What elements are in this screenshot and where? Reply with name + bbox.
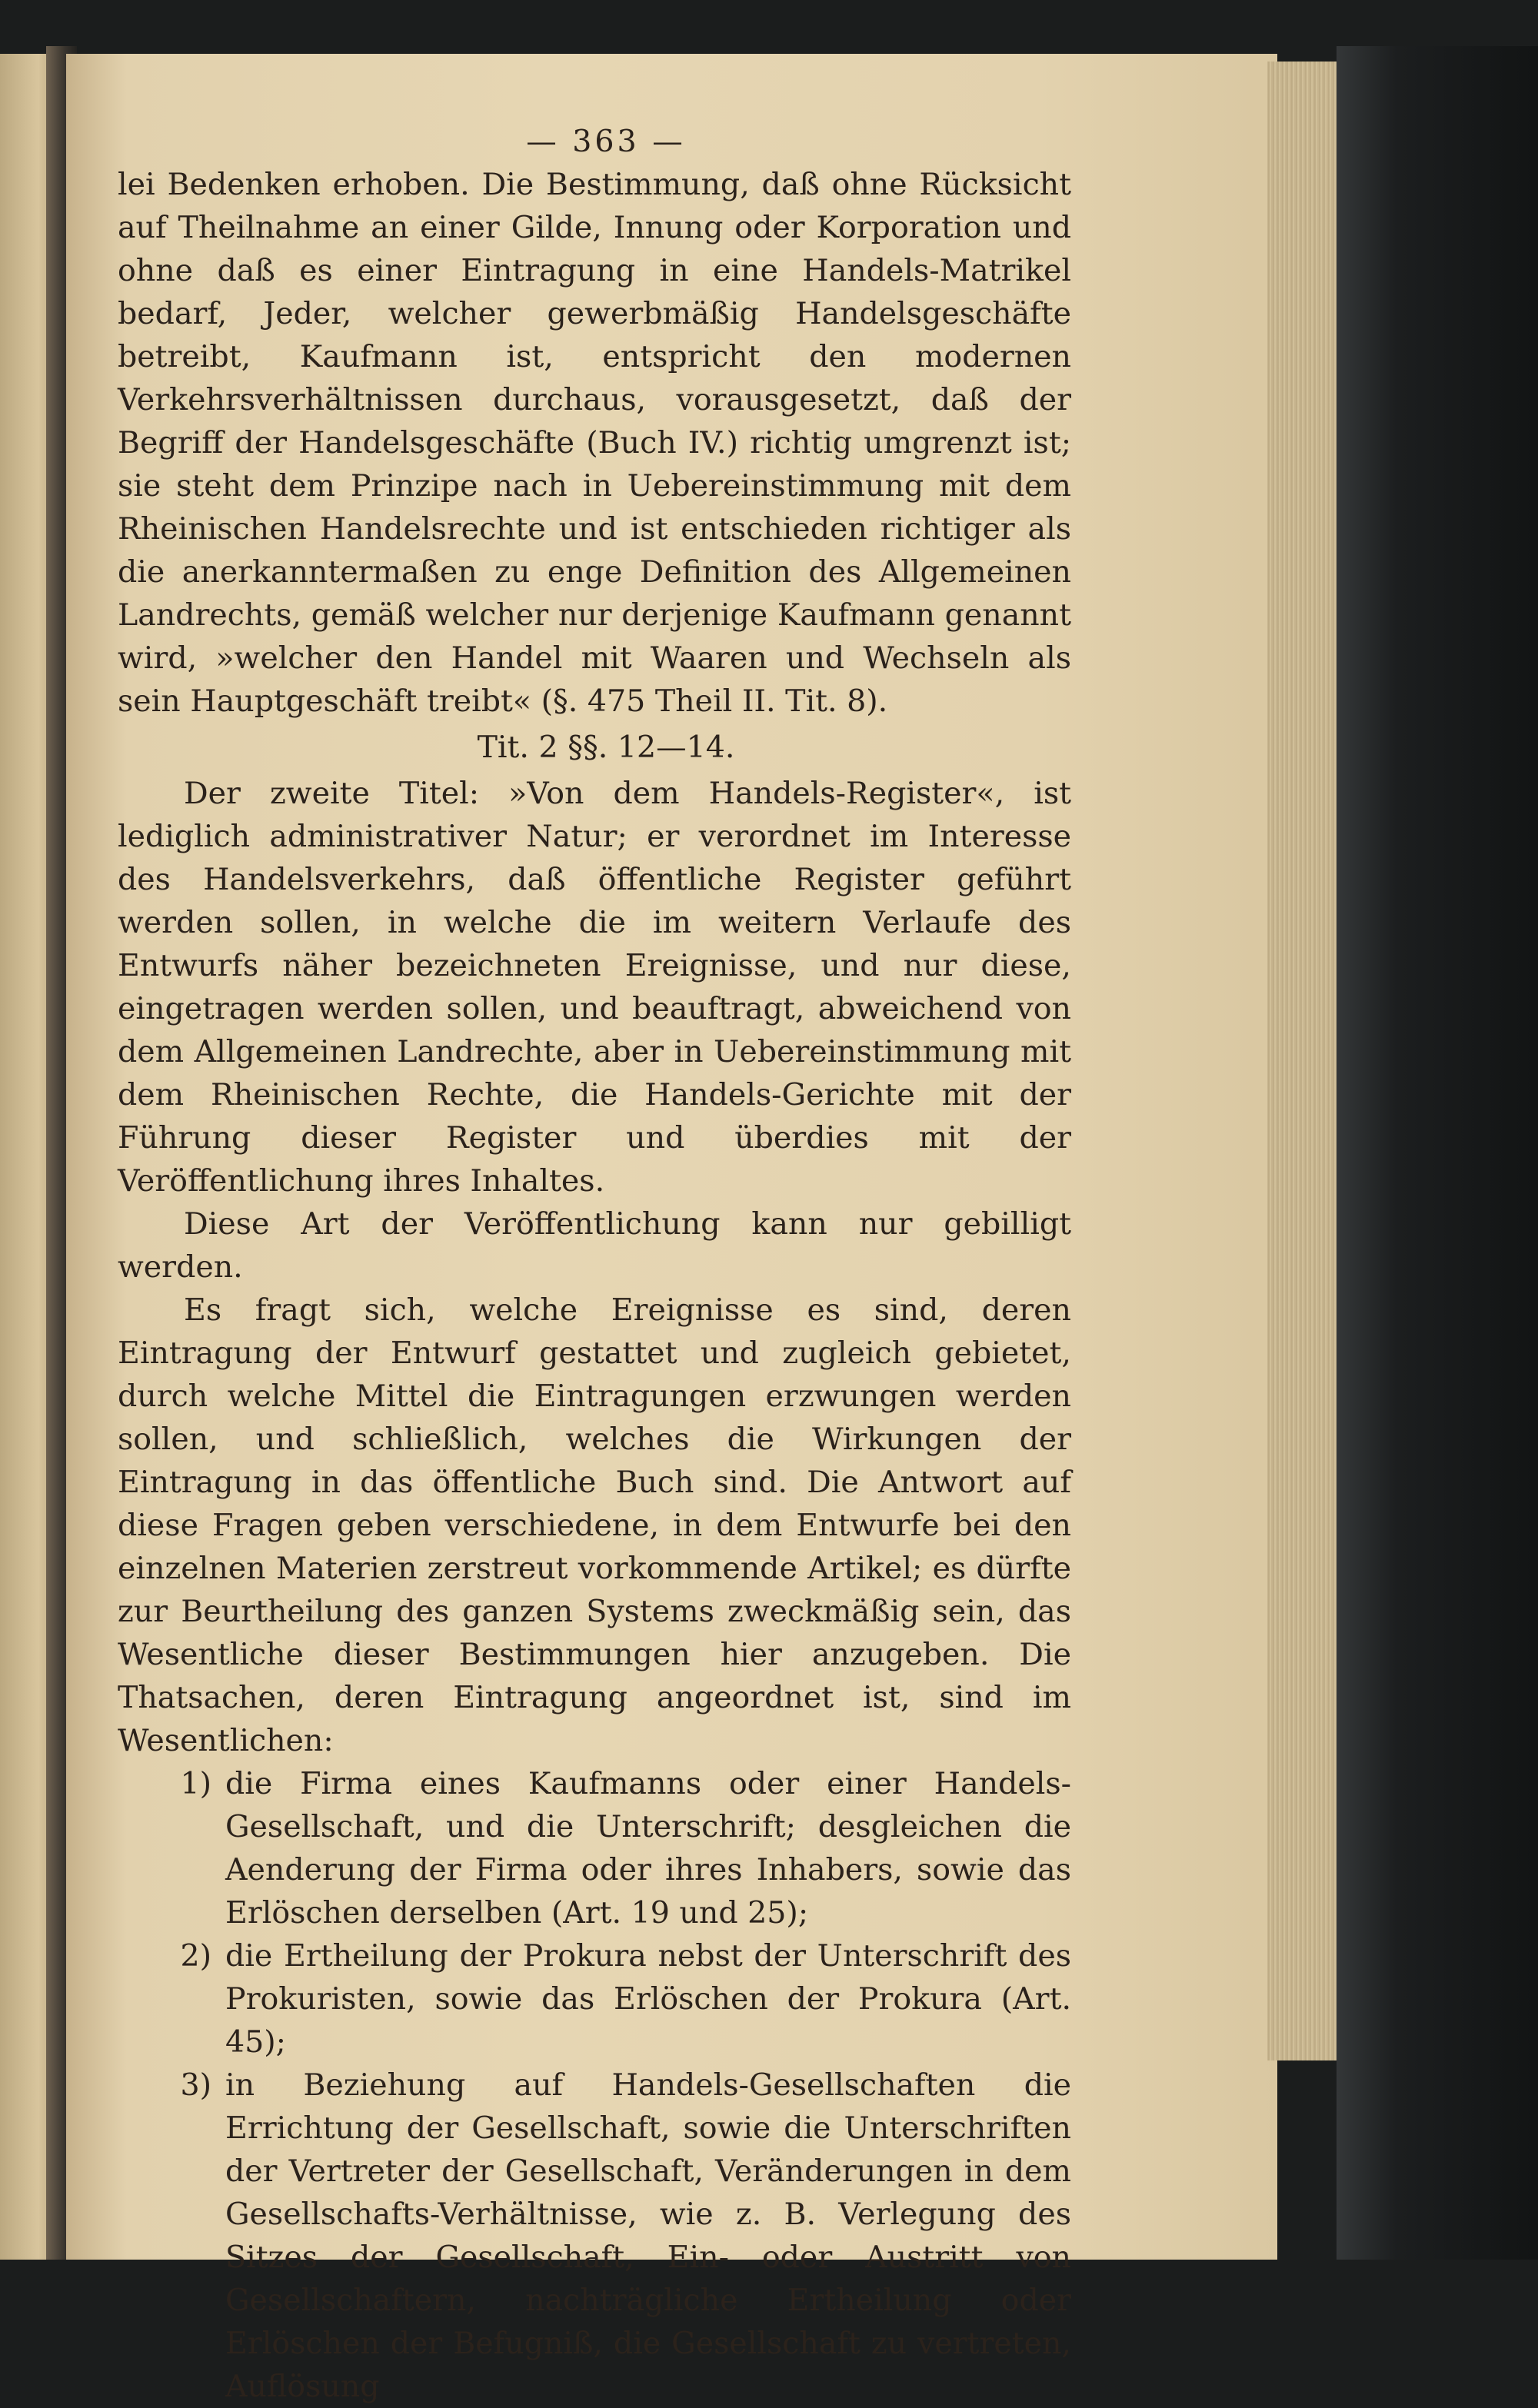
list-item <box>118 1762 1071 1934</box>
paragraph-continuation: lei Bedenken erhoben. Die Bestimmung, daß ohne Rücksicht auf Theilnahme an einer Gilde, Innung oder Korporation und ohne daß es einer Eintragung in eine Handels-Matrikel bedarf, Jeder, welcher gewerbmäßig Handelsgeschäfte betreibt, Kaufmann ist, entspricht den modernen Verkehrsverhältnissen durchaus, vorausgesetzt, daß der Begriff der Handelsgeschäfte (Buch IV.) richtig umgrenzt ist; sie steht dem Prinzipe nach in Uebereinstimmung mit dem Rheinischen Handelsrechte und ist entschieden richtiger als die anerkanntermaßen zu enge Definition des Allgemeinen Landrechts, gemäß welcher nur derjenige Kaufmann genannt wird, »welcher den Handel mit Waaren und Wechseln als sein Hauptgeschäft treibt« (§. 475 Theil II. Tit. 8). <box>118 167 1071 719</box>
paragraph: Es fragt sich, welche Ereignisse es sind, deren Eintragung der Entwurf gestattet und zugleich gebietet, durch welche Mittel die Eintragungen erzwungen werden sollen, und schließlich, welches die Wirkungen der Eintragung in das öffentliche Buch sind. Die Antwort auf diese Fragen geben verschiedene, in dem Entwurfe bei den einzelnen Materien zerstreut vorkommende Artikel; es dürfte zur Beurtheilung des ganzen Systems zweckmäßig sein, das Wesentliche dieser Bestimmungen hier anzugeben. Die Thatsachen, deren Eintragung angeordnet ist, sind im Wesentlichen: <box>118 1292 1071 1758</box>
book-cover-edge <box>1337 46 1538 2260</box>
list-item-number: 3) <box>180 2067 211 2103</box>
list-item-number: 2) <box>180 1938 211 1974</box>
paragraph: Der zweite Titel: »Von dem Handels-Register«, ist lediglich administrativer Natur; er verordnet im Interesse des Handelsverkehrs, daß öffentliche Register geführt werden sollen, in welche die im weitern Verlaufe des Entwurfs näher bezeichneten Ereignisse, und nur diese, eingetragen werden sollen, und beauftragt, abweichend von dem Allgemeinen Landrechte, aber in Uebereinstimmung mit dem Rheinischen Rechte, die Handels-Gerichte mit der Führung dieser Register und überdies mit der Veröffentlichung ihres Inhaltes. <box>118 776 1071 1199</box>
section-heading: Tit. 2 §§. 12—14. <box>477 730 735 765</box>
list-item <box>118 1934 1071 2064</box>
paragraph: Diese Art der Veröffentlichung kann nur gebilligt werden. <box>118 1206 1071 1285</box>
list-item-number: 1) <box>180 1766 211 1801</box>
page-content <box>118 120 1071 2408</box>
page-stack-edges <box>1267 62 1339 2060</box>
list-item <box>118 2064 1071 2408</box>
page-number: — 363 — <box>526 124 686 159</box>
list-item-text: die Firma eines Kaufmanns oder einer Handels-Gesellschaft, und die Unterschrift; desgleichen die Aenderung der Firma oder ihres Inhabers, sowie das Erlöschen derselben (Art. 19 und 25); <box>225 1766 1071 1931</box>
list-item-text: die Ertheilung der Prokura nebst der Unterschrift des Prokuristen, sowie das Erlöschen der Prokura (Art. 45); <box>225 1938 1071 2060</box>
list-item-text: in Beziehung auf Handels-Gesellschaften die Errichtung der Gesellschaft, sowie die Unterschriften der Vertreter der Gesellschaft, Veränderungen in dem Gesellschafts-Verhältnisse, wie z. B. Verlegung des Sitzes der Gesellschaft, Ein- oder Austritt von Gesellschaftern, nachträgliche Ertheilung oder Erlöschen der Befugniß, die Gesellschaft zu vertreten, Auflösung <box>225 2067 1071 2404</box>
